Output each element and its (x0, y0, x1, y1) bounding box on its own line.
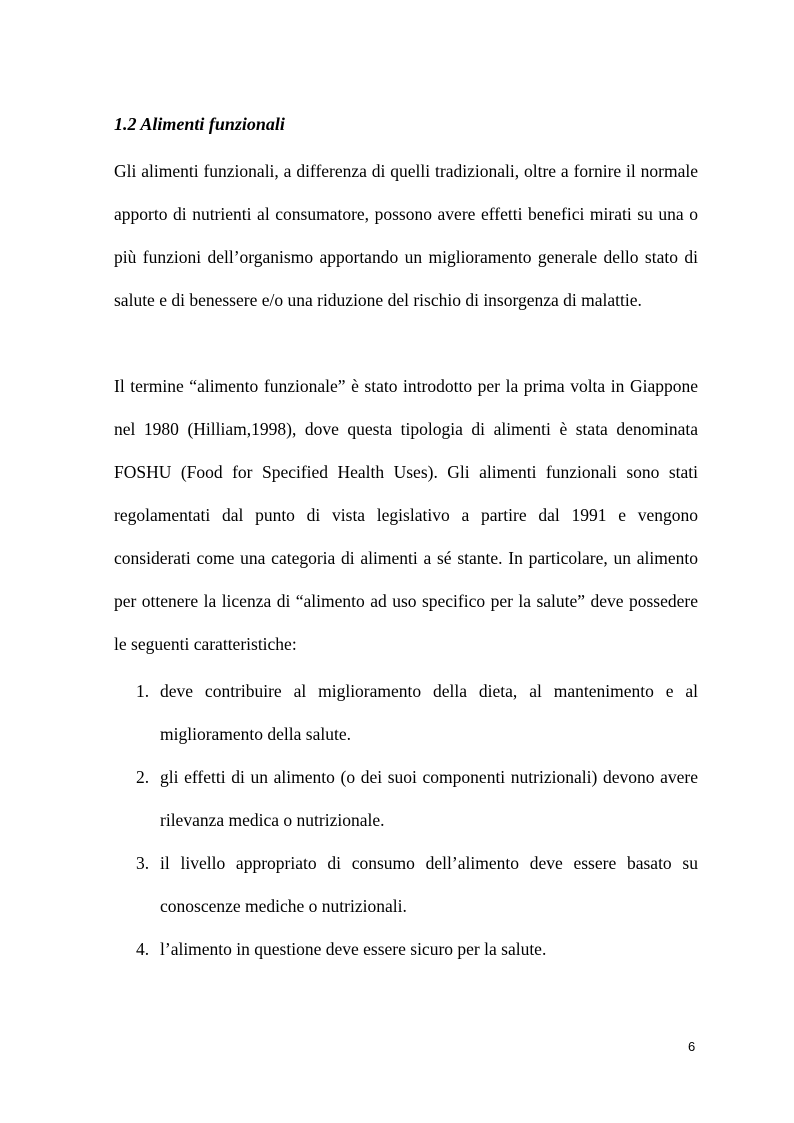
list-item-text: gli effetti di un alimento (o dei suoi componenti nutrizionali) devono avere rilevanza medica o nutrizionale. (160, 767, 698, 830)
list-item (130, 756, 698, 842)
list-item-text: l’alimento in questione deve essere sicuro per la salute. (160, 939, 547, 959)
list-item (130, 670, 698, 756)
list-item (130, 928, 698, 971)
requirements-list (130, 670, 698, 971)
paragraph-history: Il termine “alimento funzionale” è stato introdotto per la prima volta in Giappone nel 1980 (Hilliam,1998), dove questa tipologia di alimenti è stata denominata FOSHU (Food for Specified Health Uses). Gli alimenti funzionali sono stati regolamentati dal punto di vista legislativo a partire dal 1991 e vengono considerati come una categoria di alimenti a sé stante. In particolare, un alimento per ottenere la licenza di “alimento ad uso specifico per la salute” deve possedere le seguenti caratteristiche: (114, 376, 698, 654)
page-number: 6 (688, 1039, 696, 1054)
list-item-number: 4. (136, 939, 150, 959)
list-item-number: 1. (136, 681, 150, 701)
list-item-text: il livello appropriato di consumo dell’alimento deve essere basato su conoscenze mediche o nutrizionali. (160, 853, 698, 916)
list-item (130, 842, 698, 928)
section-heading: 1.2 Alimenti funzionali (114, 114, 285, 134)
list-item-number: 2. (136, 767, 150, 787)
list-item-text: deve contribuire al miglioramento della dieta, al mantenimento e al miglioramento della salute. (160, 681, 698, 744)
list-item-number: 3. (136, 853, 150, 873)
paragraph-intro: Gli alimenti funzionali, a differenza di quelli tradizionali, oltre a fornire il normale apporto di nutrienti al consumatore, possono avere effetti benefici mirati su una o più funzioni dell’organismo apportando un miglioramento generale dello stato di salute e di benessere e/o una riduzione del rischio di insorgenza di malattie. (114, 161, 698, 310)
